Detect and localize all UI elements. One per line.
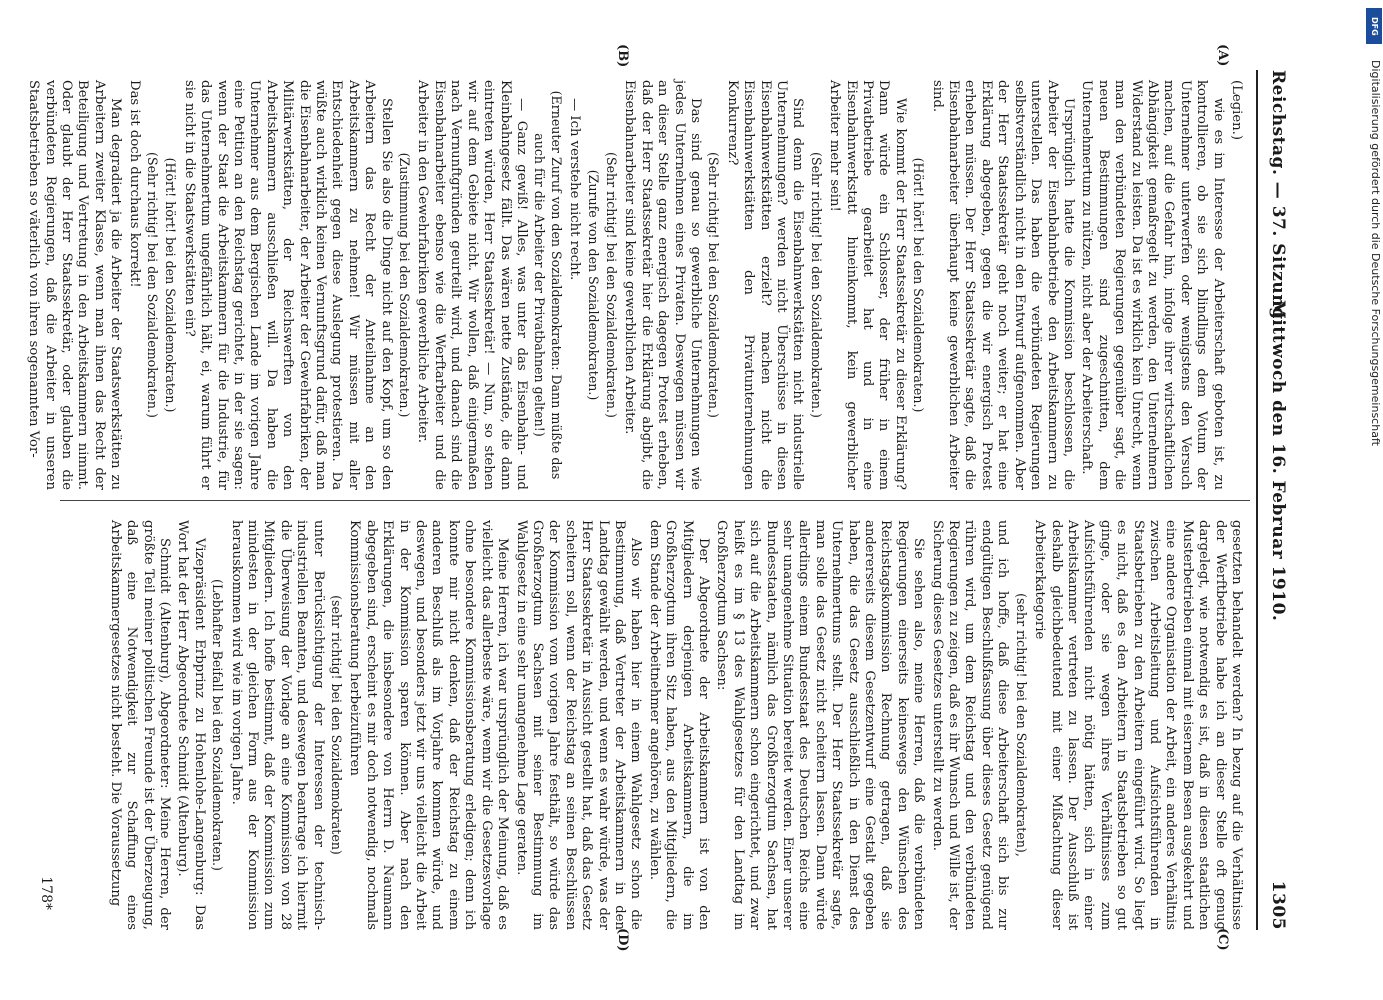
paragraph: Stellen Sie also die Dinge nicht auf den Kopf, um so den Arbeitern das Recht der Anteilnahme an den Arbeitskammern zu nehmen! Wir müssen mit aller Entschiedenheit gegen diese Auslegung protestieren. Da wüßte auch wirklich keinen Vernunftsgrund dafür, daß man die Eisenbahnarbeiter, der Arbeiter der Gewehrfabriken, der Militärwerkstätten, der Reichswerften von den Arbeitskammern ausschließen will. Da haben die Unternehmer aus dem Bergischen Lande im vorigen Jahre eine Petition an den Reichstag gerichtet, in der sie sagen: wenn der Staat die Arbeitskammern für die Industrie, für das Unternehmertum ungefährlich hält, ei, warum führt er sie nicht in die Staatswerkstätten ein?	[181, 80, 394, 490]
page-signature: 178*	[38, 876, 54, 910]
interjection: (Erneuter Zuruf von den Sozialdemokraten: Dann müßte das auch für die Arbeiter der Privatbahnen gelten!)	[532, 90, 564, 480]
header-rule	[1256, 70, 1258, 930]
interjection: (Zurufe von den Sozialdemokraten.)	[585, 169, 601, 401]
right-column	[64, 520, 1244, 930]
interjection: (Hört! hört! bei den Sozialdemokraten.)	[911, 157, 927, 413]
margin-mark-d: (D)	[615, 928, 630, 952]
margin-mark-c: (C)	[1215, 928, 1230, 951]
header-date: Mittwoch den 16. Februar 1910.	[1268, 300, 1288, 622]
paragraph: Das ist doch durchaus korrekt!	[126, 80, 142, 288]
interjection: (Hört! hört! bei den Sozialdemokraten.)	[163, 157, 179, 413]
paragraph: — Ich verstehe nicht recht.	[567, 98, 583, 281]
page-header	[1258, 70, 1288, 930]
paragraph: und ich hoffe, daß diese Arbeiterschaft sich bis zur endgültigen Beschlußfassung über dieses Gesetz genügend rühren wird, um dem Reichstag und den verbündeten Regierungen zu zeigen, daß es ihr Wunsch und Wille ist, der Sicherung dieses Gesetzes unterstellt zu werden.	[929, 520, 1011, 930]
interjection: (sehr richtig! bei den Sozialdemokraten)	[329, 595, 345, 855]
left-column	[26, 80, 1244, 490]
paragraph: unter Berücksichtigung der Interessen der technisch-industriellen Beamten, und deswegen beantrage ich hiermit die Überweisung der Vorlage an eine Kommission von 28 Mitgliedern. Ich hoffe bestimmt, daß der Kommission zum mindesten in der gleichen Form aus der Kommission herauskommen wird wie im vorigen Jahre.	[228, 520, 326, 930]
paragraph: Der Abgeordnete der Arbeitskammern ist von den Mitgliedern derjenigen Arbeitskammern, die im Großherzogtum ihren Sitz haben, aus den Mitgliedern, die dem Stande der Arbeitnehmer angehören, zu wählen.	[646, 520, 711, 930]
paragraph: wie es im Interesse der Arbeiterschaft geboten ist, zu kontrollieren, ob sie sich blindlings dem Votum der Unternehmer unterwerfen oder wenigstens den Versuch machen, auf die Gefahr hin, infolge ihrer wirtschaftlichen Abhängigkeit gemaßregelt zu werden, den Unternehmern Widerstand zu leisten. Da ist es wirklich kein Unrecht, wenn man den verbündeten Regierungen gegenüber sagt, die neuen Bestimmungen sind zugeschnitten, dem Unternehmertum zu nützen, nicht aber der Arbeiterschaft.	[1079, 80, 1226, 490]
margin-mark-b: (B)	[615, 44, 630, 68]
paragraph: Vizepräsident Erbprinz zu Hohenlohe-Langenburg: Das Wort hat der Herr Abgeordnete Schmidt (Altenburg).	[175, 520, 207, 930]
interjection: (Sehr richtig! bei den Sozialdemokraten.)	[706, 152, 722, 418]
paragraph: Das sind genau so gewerbliche Unternehmungen wie jedes Unternehmen eines Privaten. Deswegen müssen wir an dieser Stelle ganz energisch dagegen Protest erheben, daß der Herr Staatssekretär hier die Erklärung abgibt, die Eisenbahnarbeiter sind keine gewerblichen Arbeiter.	[622, 80, 703, 490]
dfg-logo: DFG	[1366, 8, 1382, 44]
interjection: (Lebhafter Beifall bei den Sozialdemokraten.)	[210, 579, 226, 871]
scanned-page	[10, 30, 1310, 970]
margin-mark-a: (A)	[1215, 44, 1230, 67]
page-number: 1305	[1268, 880, 1288, 930]
paragraph: Sind denn die Eisenbahnwerkstätten nicht industrielle Unternehmungen? werden nicht Überschüsse in diesen Eisenbahnwerkstätten erzielt? machen nicht die Eisenbahnwerkstätten den Privatunternehmungen Konkurrenz?	[724, 80, 806, 490]
dfg-notice: Digitalisierung gefördert durch die Deutsche Forschungsgemeinschaft	[1369, 60, 1382, 446]
paragraph: (Legien.)	[1229, 80, 1244, 141]
header-left: Reichstag. — 37. Sitzung.	[1268, 70, 1288, 326]
paragraph: Ursprünglich hatte die Kommission beschlossen, die Arbeiter der Eisenbahnbetriebe den Arbeitskammern zu unterstellen. Das haben die verbündeten Regierungen selbstverständlich nicht in den Entwurf aufgenommen. Aber der Herr Staatssekretär geht noch weiter; er hat eine Erklärung abgegeben, gegen die wir energisch Protest erheben müssen. Der Herr Staatssekretär sagte, daß die Eisenbahnarbeiter überhaupt keine gewerblichen Arbeiter sind.	[929, 80, 1076, 490]
interjection: (sehr richtig! bei den Sozialdemokraten),	[1013, 593, 1029, 857]
interjection: (Sehr richtig! bei den Sozialdemokraten.)	[808, 152, 824, 418]
paragraph: Meine Herren, ich war ursprünglich der Meinung, daß es vielleicht das allerbeste wäre, wenn wir die Gesetzesvorlage ohne besondere Kommissionsberatung erledigen; denn ich konnte mir nicht denken, daß der Reichstag zu einem anderen Beschluß als im Vorjahre kommen würde, und deswegen, und besonders jetzt wir uns vielleicht die Arbeit in der Kommission sparen können. Aber nach den Erklärungen, die insbesondere von Herrn D. Naumann abgegeben sind, erscheint es mir doch notwendig, nochmals Kommissionsberatung herbeizuführen	[347, 520, 511, 930]
paragraph: Also wir haben hier in einem Wahlgesetz schon die Bestimmung, daß Vertreter der Arbeitskammern in den Landtag gewählt werden, und wenn es wahr würde, was der Herr Staatssekretär in Aussicht gestellt hat, daß das Gesetz scheitern soll, wenn der Reichstag an seinen Beschlüssen der Kommission vom vorigen Jahre festhält, so würde das Großherzogtum Sachsen mit seiner Bestimmung im Wahlgesetz in eine sehr unangenehme Lage geraten.	[513, 520, 644, 930]
paragraph: Sie sehen also, meine Herren, daß die verbündeten Regierungen einerseits keineswegs den Wünschen des Reichstagskommission Rechnung getragen, daß sie andererseits diesem Gesetzentwurf eine Gestalt gegeben haben, die das Gesetz ausschließlich in den Dienst des Unternehmertums stellt. Der Herr Staatssekretär sagte, man solle das Gesetz nicht scheitern lassen. Dann würde allerdings einem Bundesstaat des Deutschen Reichs eine sehr unangenehme Situation bereitet werden. Einer unserer Bundesstaaten, nämlich das Großherzogtum Sachsen, hat sich auf die Arbeitskammern schon eingerichtet, und zwar heißt es im § 13 des Wahlgesetzes für den Landtag im Großherzogtum Sachsen:	[714, 520, 927, 930]
paragraph: — Ganz gewiß! Alles, was unter das Eisenbahn- und Kleinbahngesetz fällt. Das wären nette Zustände, die dann eintreten würden, Herr Staatssekretär! — Nun, so stehen wir auf dem Gebiete nicht. Wir wollen, daß einigermaßen nach Vernunftgründen geurteilt wird, und danach sind die Eisenbahnarbeiter ebenso wie die Werftarbeiter und die Arbeiter in den Gewehrfabriken gewerbliche Arbeiter.	[415, 80, 529, 490]
paragraph: Schmidt (Altenburg), Abgeordneter: Meine Herren, der größte Teil meiner politischen Freunde ist der Überzeugung, daß eine Notwendigkeit zur Schaffung eines Arbeitskammergesetzes nicht besteht. Die Voraussetzung	[107, 520, 172, 930]
interjection: (Sehr richtig! bei den Sozialdemokraten.)	[603, 152, 619, 418]
column-divider	[60, 500, 1250, 501]
interjection: (Sehr richtig! bei den Sozialdemokraten.)	[145, 152, 160, 418]
paragraph: Wie kommt der Herr Staatssekretär zu dieser Erklärung? Dann würde ein Schlosser, der früher in einem Privatbetriebe gearbeitet hat und in eine Eisenbahnwerkstatt hineinkommt, kein gewerblicher Arbeiter mehr sein!	[827, 80, 908, 490]
interjection: (Zustimmung bei den Sozialdemokraten.)	[397, 152, 413, 418]
paragraph: Man degradiert ja die Arbeiter der Staatswerkstätten zu Arbeitern zweiter Klasse, wenn man ihnen das Recht der Beteiligung und Vertretung in den Arbeitskammern nimmt. Oder glaubt der Herr Staatssekretär, oder glauben die verbündeten Regierungen, daß die Arbeiter in unseren Staatsbetrieben so väterlich von ihren sogenannten Vor-	[26, 80, 124, 490]
paragraph: gesetzten behandelt werden? In bezug auf die Verhältnisse der Werftbetriebe habe ich an dieser Stelle oft genug dargelegt, wie notwendig es ist, daß in diesen staatlichen Musterbetrieben einmal mit eisernem Besen ausgekehrt und eine andere Organisation der Arbeit, ein anderes Verhältnis zwischen Arbeitsleitung und Aufsichtsführenden in Staatsbetrieben zu den Arbeitern eingeführt wird. So liegt es nicht, daß es den Arbeitern in Staatsbetrieben so gut ginge, oder sie wegen ihres Verhältnisses zum Aufsichtsführenden nicht nötig hätten, sich in einer Arbeitskammer vertreten zu lassen. Der Ausschluß ist deshalb gleichbedeutend mit einer Mißachtung dieser Arbeiterkategorie	[1032, 520, 1244, 930]
